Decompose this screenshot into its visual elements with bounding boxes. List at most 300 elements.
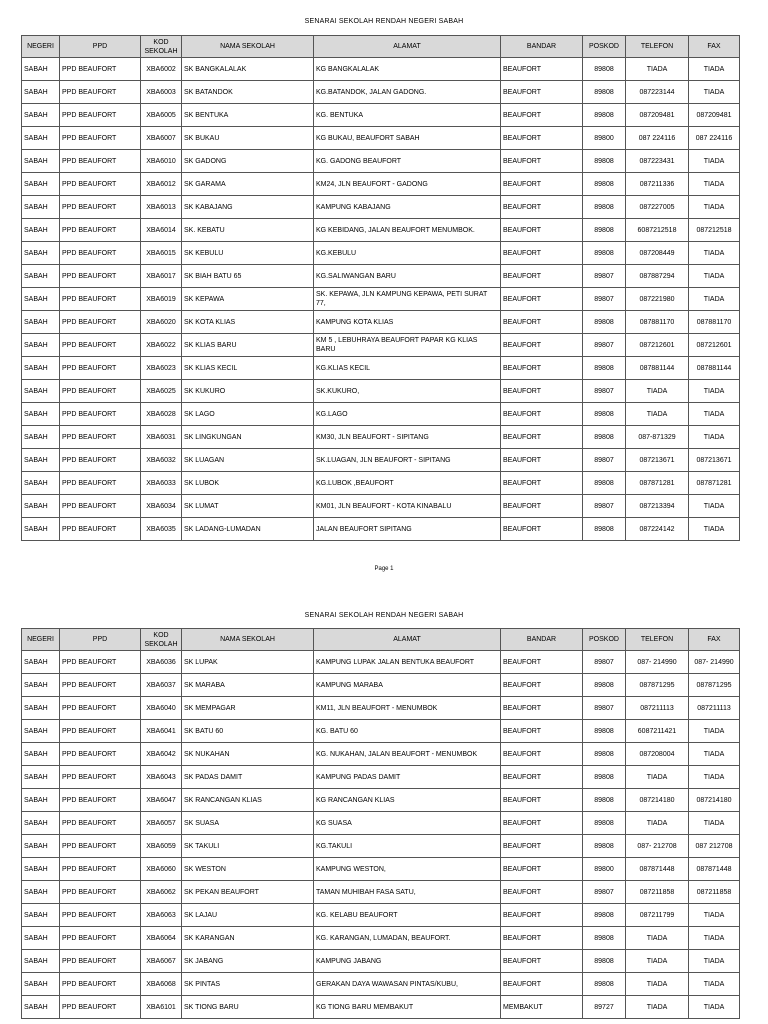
cell-alamat: KG.TAKULI <box>314 835 501 858</box>
table-header-row <box>22 36 740 58</box>
cell-fax: 087209481 <box>689 104 740 127</box>
cell-kod-sekolah: XBA6012 <box>141 173 182 196</box>
cell-nama-sekolah: SK. KEBATU <box>182 219 314 242</box>
cell-alamat: TAMAN MUHIBAH FASA SATU, <box>314 881 501 904</box>
cell-fax: TIADA <box>689 518 740 541</box>
cell-ppd: PPD BEAUFORT <box>60 403 141 426</box>
cell-poskod: 89808 <box>583 58 626 81</box>
cell-poskod: 89808 <box>583 242 626 265</box>
cell-kod-sekolah: XBA6014 <box>141 219 182 242</box>
cell-ppd: PPD BEAUFORT <box>60 789 141 812</box>
column-header-bandar: BANDAR <box>501 36 583 58</box>
table-row <box>22 219 740 242</box>
cell-fax: TIADA <box>689 81 740 104</box>
cell-telefon: 087881144 <box>626 357 689 380</box>
cell-bandar: BEAUFORT <box>501 904 583 927</box>
cell-negeri: SABAH <box>22 357 60 380</box>
cell-telefon: 6087212518 <box>626 219 689 242</box>
cell-bandar: BEAUFORT <box>501 173 583 196</box>
cell-nama-sekolah: SK GARAMA <box>182 173 314 196</box>
table-row <box>22 789 740 812</box>
cell-ppd: PPD BEAUFORT <box>60 881 141 904</box>
cell-alamat: KAMPUNG WESTON, <box>314 858 501 881</box>
cell-negeri: SABAH <box>22 472 60 495</box>
cell-kod-sekolah: XBA6064 <box>141 927 182 950</box>
cell-poskod: 89808 <box>583 743 626 766</box>
cell-telefon: 087871281 <box>626 472 689 495</box>
cell-bandar: BEAUFORT <box>501 927 583 950</box>
cell-telefon: 087871295 <box>626 674 689 697</box>
cell-alamat: KG. BENTUKA <box>314 104 501 127</box>
table-row <box>22 495 740 518</box>
cell-ppd: PPD BEAUFORT <box>60 426 141 449</box>
cell-poskod: 89807 <box>583 380 626 403</box>
cell-alamat: KM24, JLN BEAUFORT - GADONG <box>314 173 501 196</box>
cell-ppd: PPD BEAUFORT <box>60 127 141 150</box>
column-header-poskod: POSKOD <box>583 629 626 651</box>
cell-fax: TIADA <box>689 927 740 950</box>
cell-telefon: 087 224116 <box>626 127 689 150</box>
table-header-row <box>22 629 740 651</box>
cell-fax: TIADA <box>689 743 740 766</box>
cell-fax: 087881144 <box>689 357 740 380</box>
cell-telefon: 087223431 <box>626 150 689 173</box>
table-row <box>22 996 740 1019</box>
cell-telefon: 087887294 <box>626 265 689 288</box>
cell-negeri: SABAH <box>22 858 60 881</box>
cell-nama-sekolah: SK PINTAS <box>182 973 314 996</box>
table-row <box>22 380 740 403</box>
cell-ppd: PPD BEAUFORT <box>60 472 141 495</box>
cell-ppd: PPD BEAUFORT <box>60 311 141 334</box>
cell-fax: TIADA <box>689 288 740 311</box>
cell-fax: 087871448 <box>689 858 740 881</box>
cell-kod-sekolah: XBA6047 <box>141 789 182 812</box>
cell-bandar: BEAUFORT <box>501 789 583 812</box>
cell-ppd: PPD BEAUFORT <box>60 651 141 674</box>
cell-poskod: 89808 <box>583 720 626 743</box>
table-row <box>22 173 740 196</box>
cell-nama-sekolah: SK KARANGAN <box>182 927 314 950</box>
cell-nama-sekolah: SK KLIAS BARU <box>182 334 314 357</box>
cell-bandar: BEAUFORT <box>501 495 583 518</box>
cell-bandar: MEMBAKUT <box>501 996 583 1019</box>
cell-negeri: SABAH <box>22 104 60 127</box>
cell-kod-sekolah: XBA6059 <box>141 835 182 858</box>
cell-bandar: BEAUFORT <box>501 697 583 720</box>
cell-poskod: 89808 <box>583 766 626 789</box>
cell-ppd: PPD BEAUFORT <box>60 858 141 881</box>
cell-fax: 087213671 <box>689 449 740 472</box>
cell-negeri: SABAH <box>22 173 60 196</box>
cell-kod-sekolah: XBA6003 <box>141 81 182 104</box>
cell-nama-sekolah: SK MARABA <box>182 674 314 697</box>
cell-telefon: TIADA <box>626 58 689 81</box>
school-table <box>21 35 740 541</box>
cell-fax: TIADA <box>689 380 740 403</box>
cell-kod-sekolah: XBA6040 <box>141 697 182 720</box>
cell-nama-sekolah: SK SUASA <box>182 812 314 835</box>
cell-bandar: BEAUFORT <box>501 651 583 674</box>
cell-ppd: PPD BEAUFORT <box>60 173 141 196</box>
cell-nama-sekolah: SK NUKAHAN <box>182 743 314 766</box>
cell-poskod: 89808 <box>583 904 626 927</box>
cell-poskod: 89808 <box>583 403 626 426</box>
cell-bandar: BEAUFORT <box>501 58 583 81</box>
table-row <box>22 881 740 904</box>
cell-poskod: 89808 <box>583 173 626 196</box>
cell-alamat: KG. KELABU BEAUFORT <box>314 904 501 927</box>
cell-alamat: KAMPUNG KABAJANG <box>314 196 501 219</box>
cell-nama-sekolah: SK BATU 60 <box>182 720 314 743</box>
cell-kod-sekolah: XBA6036 <box>141 651 182 674</box>
cell-negeri: SABAH <box>22 927 60 950</box>
cell-telefon: TIADA <box>626 380 689 403</box>
cell-negeri: SABAH <box>22 789 60 812</box>
cell-ppd: PPD BEAUFORT <box>60 743 141 766</box>
cell-negeri: SABAH <box>22 426 60 449</box>
cell-telefon: TIADA <box>626 996 689 1019</box>
cell-kod-sekolah: XBA6033 <box>141 472 182 495</box>
cell-bandar: BEAUFORT <box>501 265 583 288</box>
cell-kod-sekolah: XBA6019 <box>141 288 182 311</box>
cell-nama-sekolah: SK KABAJANG <box>182 196 314 219</box>
cell-fax: 087212518 <box>689 219 740 242</box>
cell-nama-sekolah: SK LAGO <box>182 403 314 426</box>
cell-alamat: KG RANCANGAN KLIAS <box>314 789 501 812</box>
cell-nama-sekolah: SK KLIAS KECIL <box>182 357 314 380</box>
cell-nama-sekolah: SK LAJAU <box>182 904 314 927</box>
cell-bandar: BEAUFORT <box>501 403 583 426</box>
cell-bandar: BEAUFORT <box>501 357 583 380</box>
table-row <box>22 720 740 743</box>
cell-kod-sekolah: XBA6034 <box>141 495 182 518</box>
cell-negeri: SABAH <box>22 950 60 973</box>
cell-poskod: 89807 <box>583 697 626 720</box>
cell-negeri: SABAH <box>22 265 60 288</box>
cell-fax: TIADA <box>689 766 740 789</box>
column-header-ppd: PPD <box>60 629 141 651</box>
cell-telefon: 087211858 <box>626 881 689 904</box>
cell-kod-sekolah: XBA6028 <box>141 403 182 426</box>
cell-negeri: SABAH <box>22 743 60 766</box>
cell-negeri: SABAH <box>22 674 60 697</box>
cell-telefon: 087871448 <box>626 858 689 881</box>
cell-nama-sekolah: SK LUBOK <box>182 472 314 495</box>
cell-alamat: KAMPUNG KOTA KLIAS <box>314 311 501 334</box>
cell-telefon: 6087211421 <box>626 720 689 743</box>
cell-bandar: BEAUFORT <box>501 766 583 789</box>
cell-negeri: SABAH <box>22 311 60 334</box>
cell-bandar: BEAUFORT <box>501 334 583 357</box>
cell-bandar: BEAUFORT <box>501 104 583 127</box>
cell-ppd: PPD BEAUFORT <box>60 357 141 380</box>
cell-poskod: 89808 <box>583 219 626 242</box>
table-row <box>22 743 740 766</box>
cell-ppd: PPD BEAUFORT <box>60 58 141 81</box>
cell-kod-sekolah: XBA6101 <box>141 996 182 1019</box>
table-row <box>22 674 740 697</box>
cell-nama-sekolah: SK LUAGAN <box>182 449 314 472</box>
cell-poskod: 89800 <box>583 858 626 881</box>
cell-negeri: SABAH <box>22 58 60 81</box>
cell-nama-sekolah: SK KUKURO <box>182 380 314 403</box>
cell-poskod: 89808 <box>583 812 626 835</box>
cell-alamat: KG BANGKALALAK <box>314 58 501 81</box>
cell-kod-sekolah: XBA6068 <box>141 973 182 996</box>
cell-telefon: 087221980 <box>626 288 689 311</box>
cell-alamat: JALAN BEAUFORT SIPITANG <box>314 518 501 541</box>
cell-fax: 087211858 <box>689 881 740 904</box>
cell-alamat: KG.LUBOK ,BEAUFORT <box>314 472 501 495</box>
cell-fax: TIADA <box>689 904 740 927</box>
table-row <box>22 904 740 927</box>
cell-ppd: PPD BEAUFORT <box>60 835 141 858</box>
cell-telefon: 087223144 <box>626 81 689 104</box>
cell-negeri: SABAH <box>22 973 60 996</box>
page-number: Page 1 <box>374 566 394 572</box>
cell-bandar: BEAUFORT <box>501 288 583 311</box>
cell-fax: TIADA <box>689 973 740 996</box>
cell-alamat: GERAKAN DAYA WAWASAN PINTAS/KUBU, <box>314 973 501 996</box>
cell-bandar: BEAUFORT <box>501 812 583 835</box>
cell-fax: TIADA <box>689 720 740 743</box>
cell-bandar: BEAUFORT <box>501 242 583 265</box>
cell-kod-sekolah: XBA6005 <box>141 104 182 127</box>
cell-negeri: SABAH <box>22 196 60 219</box>
cell-fax: TIADA <box>689 58 740 81</box>
cell-telefon: 087212601 <box>626 334 689 357</box>
cell-bandar: BEAUFORT <box>501 380 583 403</box>
cell-ppd: PPD BEAUFORT <box>60 242 141 265</box>
cell-bandar: BEAUFORT <box>501 311 583 334</box>
column-header-kod-sekolah: KOD SEKOLAH <box>141 36 182 58</box>
cell-poskod: 89800 <box>583 127 626 150</box>
cell-alamat: KG.KEBULU <box>314 242 501 265</box>
cell-poskod: 89808 <box>583 789 626 812</box>
cell-telefon: 087209481 <box>626 104 689 127</box>
cell-telefon: 087208004 <box>626 743 689 766</box>
cell-ppd: PPD BEAUFORT <box>60 720 141 743</box>
cell-bandar: BEAUFORT <box>501 973 583 996</box>
cell-nama-sekolah: SK TIONG BARU <box>182 996 314 1019</box>
cell-ppd: PPD BEAUFORT <box>60 495 141 518</box>
cell-negeri: SABAH <box>22 697 60 720</box>
cell-poskod: 89807 <box>583 495 626 518</box>
cell-fax: 087212601 <box>689 334 740 357</box>
cell-poskod: 89808 <box>583 950 626 973</box>
cell-bandar: BEAUFORT <box>501 472 583 495</box>
cell-ppd: PPD BEAUFORT <box>60 812 141 835</box>
column-header-negeri: NEGERI <box>22 36 60 58</box>
cell-bandar: BEAUFORT <box>501 426 583 449</box>
table-row <box>22 472 740 495</box>
cell-kod-sekolah: XBA6023 <box>141 357 182 380</box>
cell-ppd: PPD BEAUFORT <box>60 81 141 104</box>
cell-negeri: SABAH <box>22 835 60 858</box>
table-row <box>22 835 740 858</box>
column-header-alamat: ALAMAT <box>314 36 501 58</box>
table-row <box>22 81 740 104</box>
column-header-telefon: TELEFON <box>626 36 689 58</box>
cell-fax: 087- 214990 <box>689 651 740 674</box>
cell-negeri: SABAH <box>22 812 60 835</box>
cell-poskod: 89808 <box>583 472 626 495</box>
column-header-fax: FAX <box>689 629 740 651</box>
cell-bandar: BEAUFORT <box>501 743 583 766</box>
cell-kod-sekolah: XBA6025 <box>141 380 182 403</box>
cell-alamat: KM30, JLN BEAUFORT - SIPITANG <box>314 426 501 449</box>
cell-telefon: TIADA <box>626 973 689 996</box>
cell-fax: TIADA <box>689 196 740 219</box>
cell-kod-sekolah: XBA6017 <box>141 265 182 288</box>
cell-nama-sekolah: SK BENTUKA <box>182 104 314 127</box>
cell-bandar: BEAUFORT <box>501 858 583 881</box>
cell-bandar: BEAUFORT <box>501 950 583 973</box>
cell-ppd: PPD BEAUFORT <box>60 927 141 950</box>
cell-poskod: 89808 <box>583 150 626 173</box>
cell-negeri: SABAH <box>22 495 60 518</box>
column-header-alamat: ALAMAT <box>314 629 501 651</box>
cell-bandar: BEAUFORT <box>501 674 583 697</box>
cell-negeri: SABAH <box>22 518 60 541</box>
cell-poskod: 89808 <box>583 927 626 950</box>
cell-telefon: 087214180 <box>626 789 689 812</box>
cell-telefon: 087881170 <box>626 311 689 334</box>
cell-ppd: PPD BEAUFORT <box>60 104 141 127</box>
cell-kod-sekolah: XBA6007 <box>141 127 182 150</box>
cell-kod-sekolah: XBA6013 <box>141 196 182 219</box>
cell-poskod: 89808 <box>583 311 626 334</box>
cell-nama-sekolah: SK BUKAU <box>182 127 314 150</box>
cell-nama-sekolah: SK KOTA KLIAS <box>182 311 314 334</box>
cell-telefon: 087213671 <box>626 449 689 472</box>
cell-nama-sekolah: SK GADONG <box>182 150 314 173</box>
table-row <box>22 651 740 674</box>
cell-ppd: PPD BEAUFORT <box>60 996 141 1019</box>
column-header-ppd: PPD <box>60 36 141 58</box>
table-row <box>22 927 740 950</box>
cell-nama-sekolah: SK BIAH BATU 65 <box>182 265 314 288</box>
cell-negeri: SABAH <box>22 150 60 173</box>
cell-poskod: 89808 <box>583 674 626 697</box>
cell-ppd: PPD BEAUFORT <box>60 518 141 541</box>
cell-telefon: 087211113 <box>626 697 689 720</box>
cell-nama-sekolah: SK MEMPAGAR <box>182 697 314 720</box>
cell-nama-sekolah: SK RANCANGAN KLIAS <box>182 789 314 812</box>
cell-ppd: PPD BEAUFORT <box>60 334 141 357</box>
cell-alamat: KG.BATANDOK, JALAN GADONG. <box>314 81 501 104</box>
cell-bandar: BEAUFORT <box>501 127 583 150</box>
cell-fax: TIADA <box>689 996 740 1019</box>
cell-poskod: 89808 <box>583 357 626 380</box>
cell-kod-sekolah: XBA6035 <box>141 518 182 541</box>
cell-telefon: TIADA <box>626 766 689 789</box>
cell-negeri: SABAH <box>22 334 60 357</box>
cell-poskod: 89808 <box>583 835 626 858</box>
cell-nama-sekolah: SK BATANDOK <box>182 81 314 104</box>
column-header-kod-sekolah: KOD SEKOLAH <box>141 629 182 651</box>
cell-bandar: BEAUFORT <box>501 835 583 858</box>
cell-alamat: KG KEBIDANG, JALAN BEAUFORT MENUMBOK. <box>314 219 501 242</box>
cell-poskod: 89808 <box>583 104 626 127</box>
cell-bandar: BEAUFORT <box>501 219 583 242</box>
cell-nama-sekolah: SK LADANG-LUMADAN <box>182 518 314 541</box>
cell-bandar: BEAUFORT <box>501 449 583 472</box>
cell-fax: TIADA <box>689 950 740 973</box>
cell-kod-sekolah: XBA6022 <box>141 334 182 357</box>
column-header-nama-sekolah: NAMA SEKOLAH <box>182 629 314 651</box>
cell-alamat: KG TIONG BARU MEMBAKUT <box>314 996 501 1019</box>
column-header-nama-sekolah: NAMA SEKOLAH <box>182 36 314 58</box>
cell-nama-sekolah: SK KEBULU <box>182 242 314 265</box>
cell-telefon: 087-871329 <box>626 426 689 449</box>
cell-negeri: SABAH <box>22 127 60 150</box>
table-row <box>22 449 740 472</box>
cell-nama-sekolah: SK LINGKUNGAN <box>182 426 314 449</box>
page-title: SENARAI SEKOLAH RENDAH NEGERI SABAH <box>304 612 464 619</box>
cell-negeri: SABAH <box>22 996 60 1019</box>
cell-fax: 087211113 <box>689 697 740 720</box>
cell-alamat: KG.LAGO <box>314 403 501 426</box>
cell-poskod: 89807 <box>583 449 626 472</box>
cell-fax: TIADA <box>689 426 740 449</box>
cell-negeri: SABAH <box>22 720 60 743</box>
cell-kod-sekolah: XBA6042 <box>141 743 182 766</box>
column-header-telefon: TELEFON <box>626 629 689 651</box>
cell-telefon: 087- 214990 <box>626 651 689 674</box>
cell-kod-sekolah: XBA6037 <box>141 674 182 697</box>
cell-fax: 087 212708 <box>689 835 740 858</box>
cell-alamat: KG BUKAU, BEAUFORT SABAH <box>314 127 501 150</box>
cell-kod-sekolah: XBA6020 <box>141 311 182 334</box>
cell-telefon: 087- 212708 <box>626 835 689 858</box>
cell-alamat: KM 5 , LEBUHRAYA BEAUFORT PAPAR KG KLIAS BARU <box>314 334 501 357</box>
column-header-negeri: NEGERI <box>22 629 60 651</box>
cell-negeri: SABAH <box>22 766 60 789</box>
table-row <box>22 242 740 265</box>
column-header-poskod: POSKOD <box>583 36 626 58</box>
cell-telefon: 087227005 <box>626 196 689 219</box>
table-row <box>22 766 740 789</box>
cell-fax: 087871281 <box>689 472 740 495</box>
cell-kod-sekolah: XBA6067 <box>141 950 182 973</box>
school-table <box>21 628 740 1019</box>
cell-telefon: 087213394 <box>626 495 689 518</box>
cell-alamat: KG. BATU 60 <box>314 720 501 743</box>
table-row <box>22 104 740 127</box>
cell-negeri: SABAH <box>22 242 60 265</box>
cell-alamat: SK.LUAGAN, JLN BEAUFORT - SIPITANG <box>314 449 501 472</box>
cell-fax: TIADA <box>689 265 740 288</box>
cell-ppd: PPD BEAUFORT <box>60 674 141 697</box>
cell-kod-sekolah: XBA6063 <box>141 904 182 927</box>
cell-alamat: KAMPUNG JABANG <box>314 950 501 973</box>
table-row <box>22 58 740 81</box>
cell-telefon: TIADA <box>626 950 689 973</box>
cell-nama-sekolah: SK JABANG <box>182 950 314 973</box>
cell-alamat: KG SUASA <box>314 812 501 835</box>
cell-poskod: 89807 <box>583 881 626 904</box>
table-row <box>22 697 740 720</box>
cell-ppd: PPD BEAUFORT <box>60 697 141 720</box>
cell-bandar: BEAUFORT <box>501 196 583 219</box>
cell-fax: 087871295 <box>689 674 740 697</box>
cell-alamat: SK.KUKURO, <box>314 380 501 403</box>
cell-negeri: SABAH <box>22 449 60 472</box>
cell-alamat: KG. KARANGAN, LUMADAN, BEAUFORT. <box>314 927 501 950</box>
cell-fax: 087 224116 <box>689 127 740 150</box>
